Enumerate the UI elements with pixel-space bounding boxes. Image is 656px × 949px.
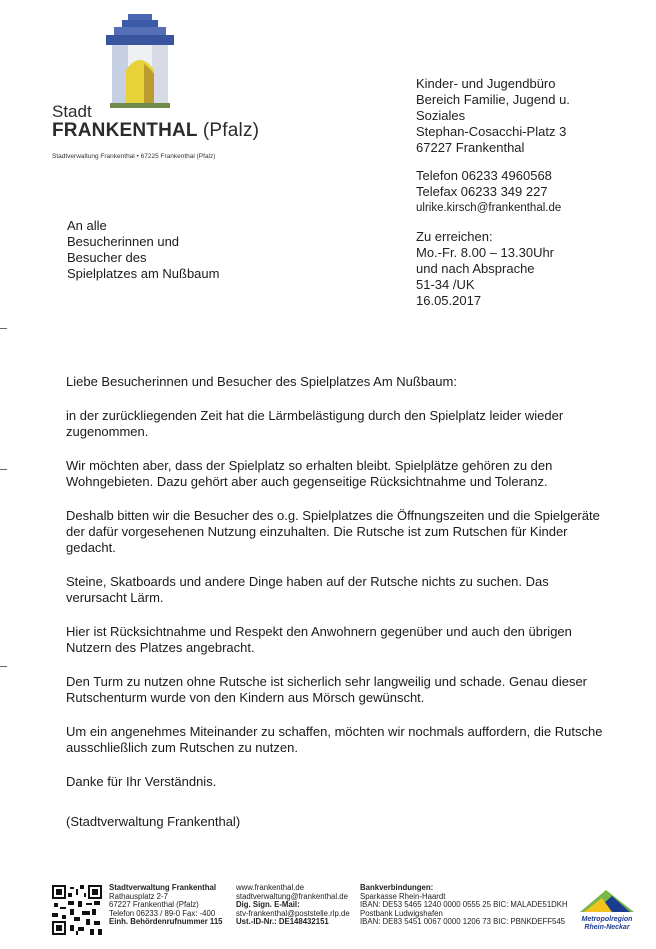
greeting: Liebe Besucherinnen und Besucher des Spielplatzes Am Nußbaum: [66, 374, 457, 389]
paragraph: Um ein angenehmes Miteinander zu schaffen, möchten wir nochmals auffordern, die Rutsche ausschließlich zum Rutschen zu nutzen. [66, 724, 603, 755]
letter-body [66, 374, 606, 848]
fold-mark [0, 328, 7, 329]
footer-bank [360, 884, 568, 927]
footer-phone: Telefon 06233 / 89-0 Fax: -400 [109, 908, 216, 918]
footer-sign-email: stv-frankenthal@poststelle.rlp.de [236, 908, 350, 918]
sender-line: Bereich Familie, Jugend u. [416, 92, 570, 107]
office-hours [416, 229, 554, 309]
footer-bank-label: Bankverbindungen: [360, 883, 434, 892]
punch-mark [0, 469, 7, 470]
paragraph: in der zurückliegenden Zeit hat die Lärmbelästigung durch den Spielplatz leider wieder zugenommen. [66, 408, 564, 439]
sender-department [416, 76, 570, 156]
recipient-address [67, 218, 219, 282]
sender-line: Kinder- und Jugendbüro [416, 76, 556, 91]
appointment-note: und nach Absprache [416, 261, 535, 276]
signature: (Stadtverwaltung Frankenthal) [66, 814, 241, 829]
sender-line: 67227 Frankenthal [416, 140, 525, 155]
sender-line: Soziales [416, 108, 466, 123]
paragraph: Den Turm zu nutzen ohne Rutsche ist sicherlich sehr langweilig und schade. Genau dieser Rutschenturm wurde von den Kindern aus Mörsch gewünscht. [66, 674, 588, 705]
email-address: ulrike.kirsch@frankenthal.de [416, 202, 562, 214]
telefon: Telefon 06233 4960568 [416, 168, 552, 183]
reference-number: 51-34 /UK [416, 277, 475, 292]
recipient-line: Spielplatzes am Nußbaum [67, 266, 220, 281]
footer-vat: Ust.-ID-Nr.: DE148432151 [236, 917, 329, 927]
logo-stadt: Stadt [52, 102, 92, 121]
paragraph: Deshalb bitten wir die Besucher des o.g. Spielplatzes die Öffnungszeiten und die Spielgeräte der dafür vorgesehenen Nutzung einzuhalten. Die Rutsche ist zum Rutschen für Kinder gedacht. [66, 508, 600, 555]
footer-email: stadtverwaltung@frankenthal.de [236, 891, 348, 901]
footer-address [109, 884, 223, 927]
footer-city: 67227 Frankenthal (Pfalz) [109, 900, 199, 910]
logo-pfalz: (Pfalz) [202, 120, 260, 141]
logo-city-name: FRANKENTHAL [52, 120, 198, 141]
footer-org: Stadtverwaltung Frankenthal [109, 883, 217, 892]
telefax: Telefax 06233 349 227 [416, 184, 548, 199]
recipient-line: Besucher des [67, 250, 147, 265]
footer-iban2: IBAN: DE83 5451 0067 0000 1206 73 BIC: PBNKDEFF545 [360, 917, 566, 927]
recipient-line: Besucherinnen und [67, 234, 180, 249]
recipient-line: An alle [67, 218, 107, 233]
metropolregion-text [574, 916, 640, 932]
paragraph: Steine, Skatboards und andere Dinge haben auf der Rutsche nichts zu suchen. Das verursacht Lärm. [66, 574, 549, 605]
logo-city [52, 121, 259, 140]
fold-mark [0, 666, 7, 667]
letter-date: 16.05.2017 [416, 293, 482, 308]
reach-label: Zu erreichen: [416, 229, 493, 244]
footer-authority-number: Einh. Behördenrufnummer 115 [109, 917, 223, 927]
hours: Mo.-Fr. 8.00 – 13.30Uhr [416, 245, 555, 260]
sender-contact [416, 168, 561, 216]
footer-bank2: Postbank Ludwigshafen [360, 908, 443, 918]
footer-bank1: Sparkasse Rhein-Haardt [360, 891, 446, 901]
paragraph: Hier ist Rücksichtnahme und Respekt den Anwohnern gegenüber und auch den übrigen Nutzern des Platzes angebracht. [66, 624, 572, 655]
frankenthal-tower-logo [100, 14, 180, 108]
footer-website: www.frankenthal.de [236, 883, 305, 892]
thanks: Danke für Ihr Verständnis. [66, 774, 217, 789]
paragraph: Wir möchten aber, dass der Spielplatz so erhalten bleibt. Spielplätze gehören zu den Wohngebieten. Dazu gehört aber auch gegenseitige Rücksichtnahme und Toleranz. [66, 458, 553, 489]
return-address: Stadtverwaltung Frankenthal • 67225 Frankenthal (Pfalz) [52, 153, 216, 160]
logo-wordmark [52, 103, 259, 140]
metro-line: Rhein-Neckar [584, 924, 630, 931]
metropolregion-logo [576, 886, 638, 916]
footer-street: Rathausplatz 2-7 [109, 891, 168, 901]
footer-iban1: IBAN: DE53 5465 1240 0000 0555 25 BIC: MALADE51DKH [360, 900, 568, 910]
footer-web [236, 884, 350, 927]
metro-line: Metropolregion [581, 916, 633, 923]
footer-sign-label: Dig. Sign. E-Mail: [236, 900, 300, 910]
sender-line: Stephan-Cosacchi-Platz 3 [416, 124, 567, 139]
footer [52, 884, 642, 938]
